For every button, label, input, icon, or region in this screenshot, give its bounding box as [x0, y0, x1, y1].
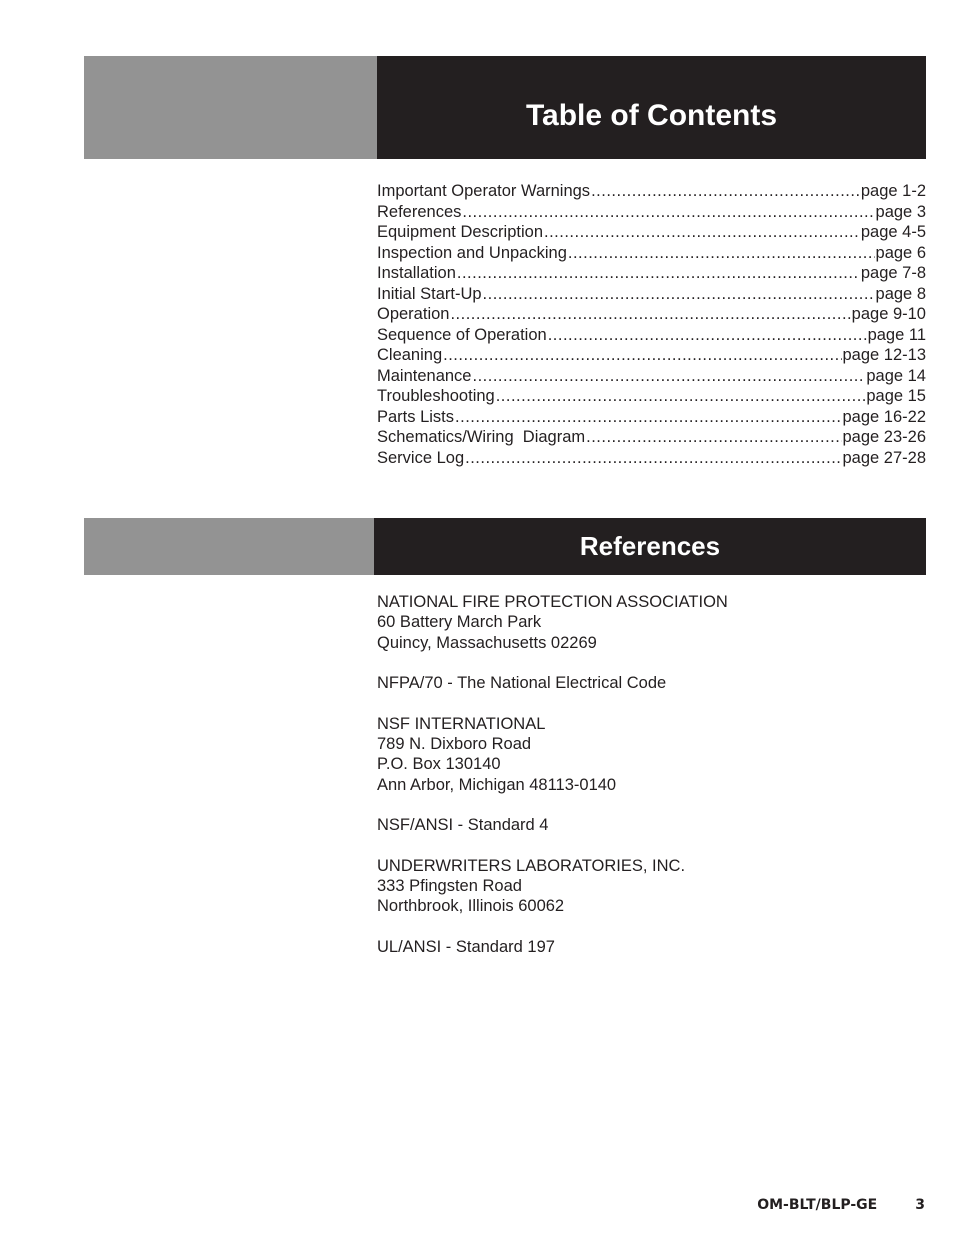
references-body	[377, 592, 926, 978]
reference-block-nfpa-address	[377, 592, 926, 653]
toc-leader-dots	[568, 243, 875, 264]
toc-leader-dots	[450, 304, 850, 325]
toc-leader-dots	[457, 263, 860, 284]
toc-entry-page: page 3	[875, 202, 926, 221]
reference-line: Ann Arbor, Michigan 48113-0140	[377, 775, 617, 794]
toc-entry-page: page 1-2	[860, 182, 926, 200]
toc-leader-dots	[496, 386, 866, 407]
reference-line: UL/ANSI - Standard 197	[377, 938, 555, 957]
reference-line: Northbrook, Illinois 60062	[377, 897, 565, 916]
toc-entry-page: page 11	[867, 325, 926, 344]
toc-entry	[377, 263, 926, 284]
reference-line: 789 N. Dixboro Road	[377, 735, 532, 754]
toc-entry-page: page 14	[866, 366, 926, 385]
toc-entry-label: References	[377, 202, 462, 221]
reference-block-ul-address	[377, 856, 926, 917]
toc-leader-dots	[586, 427, 841, 448]
toc-entry-label: Service Log	[377, 448, 465, 467]
toc-entry	[377, 345, 926, 366]
toc-entry	[377, 366, 926, 387]
reference-line: 333 Pfingsten Road	[377, 877, 522, 896]
reference-line: NFPA/70 - The National Electrical Code	[377, 674, 667, 693]
toc-entry	[377, 222, 926, 243]
toc-leader-dots	[591, 181, 860, 202]
toc-leader-dots	[548, 325, 867, 346]
toc-entry-label: Operation	[377, 305, 450, 323]
toc-entry-label: Equipment Description	[377, 223, 543, 241]
toc-entry-page: page 9-10	[851, 305, 926, 323]
toc-list	[377, 181, 926, 468]
page-number: 3	[915, 1197, 925, 1213]
toc-entry-label: Important Operator Warnings	[377, 182, 591, 200]
reference-line: UNDERWRITERS LABORATORIES, INC.	[377, 856, 686, 875]
toc-entry-page: page 8	[875, 284, 926, 303]
toc-entry-page: page 4-5	[860, 223, 926, 241]
toc-entry	[377, 304, 926, 325]
toc-entry-page: page 6	[875, 243, 926, 262]
reference-line: Quincy, Massachusetts 02269	[377, 633, 597, 652]
toc-entry-label: Maintenance	[377, 366, 472, 385]
toc-entry	[377, 202, 926, 223]
toc-entry	[377, 448, 926, 469]
toc-entry-page: page 16-22	[842, 407, 926, 426]
toc-entry-label: Sequence of Operation	[377, 325, 547, 344]
toc-entry-label: Installation	[377, 264, 456, 282]
toc-entry-page: page 27-28	[842, 448, 926, 467]
toc-leader-dots	[472, 366, 865, 387]
toc-title: Table of Contents	[377, 56, 926, 159]
toc-entry	[377, 427, 926, 448]
reference-block-nsf-address	[377, 714, 926, 795]
toc-entry-page: page 12-13	[842, 346, 926, 364]
toc-entry	[377, 407, 926, 428]
toc-leader-dots	[443, 345, 841, 366]
reference-line: NATIONAL FIRE PROTECTION ASSOCIATION	[377, 593, 728, 611]
references-header-grey-block	[84, 518, 374, 575]
reference-block-nsf-standard	[377, 815, 926, 835]
toc-leader-dots	[465, 448, 841, 469]
toc-entry	[377, 325, 926, 346]
document-code: OM-BLT/BLP-GE	[757, 1197, 878, 1213]
toc-leader-dots	[462, 202, 874, 223]
toc-leader-dots	[483, 284, 875, 305]
reference-line: P.O. Box 130140	[377, 755, 501, 774]
toc-entry-label: Inspection and Unpacking	[377, 243, 567, 262]
references-header-band	[84, 518, 926, 575]
toc-entry-label: Troubleshooting	[377, 387, 495, 405]
toc-header-grey-block	[84, 56, 377, 159]
reference-line: NSF/ANSI - Standard 4	[377, 816, 549, 835]
toc-entry-page: page 15	[866, 387, 926, 405]
toc-entry-label: Schematics/Wiring Diagram	[377, 428, 586, 446]
toc-entry-page: page 7-8	[860, 264, 926, 282]
toc-leader-dots	[544, 222, 860, 243]
toc-header-band	[84, 56, 926, 159]
toc-entry-label: Initial Start-Up	[377, 284, 482, 303]
toc-entry-label: Parts Lists	[377, 407, 455, 426]
toc-entry-page: page 23-26	[842, 428, 926, 446]
reference-line: NSF INTERNATIONAL	[377, 714, 546, 733]
toc-entry-label: Cleaning	[377, 346, 443, 364]
toc-leader-dots	[455, 407, 841, 428]
references-title: References	[374, 518, 926, 575]
toc-entry	[377, 284, 926, 305]
reference-block-nfpa-code	[377, 673, 926, 693]
toc-entry	[377, 386, 926, 407]
reference-line: 60 Battery March Park	[377, 613, 542, 632]
toc-entry	[377, 243, 926, 264]
page-footer	[757, 1197, 925, 1213]
toc-entry	[377, 181, 926, 202]
reference-block-ul-standard	[377, 937, 926, 957]
